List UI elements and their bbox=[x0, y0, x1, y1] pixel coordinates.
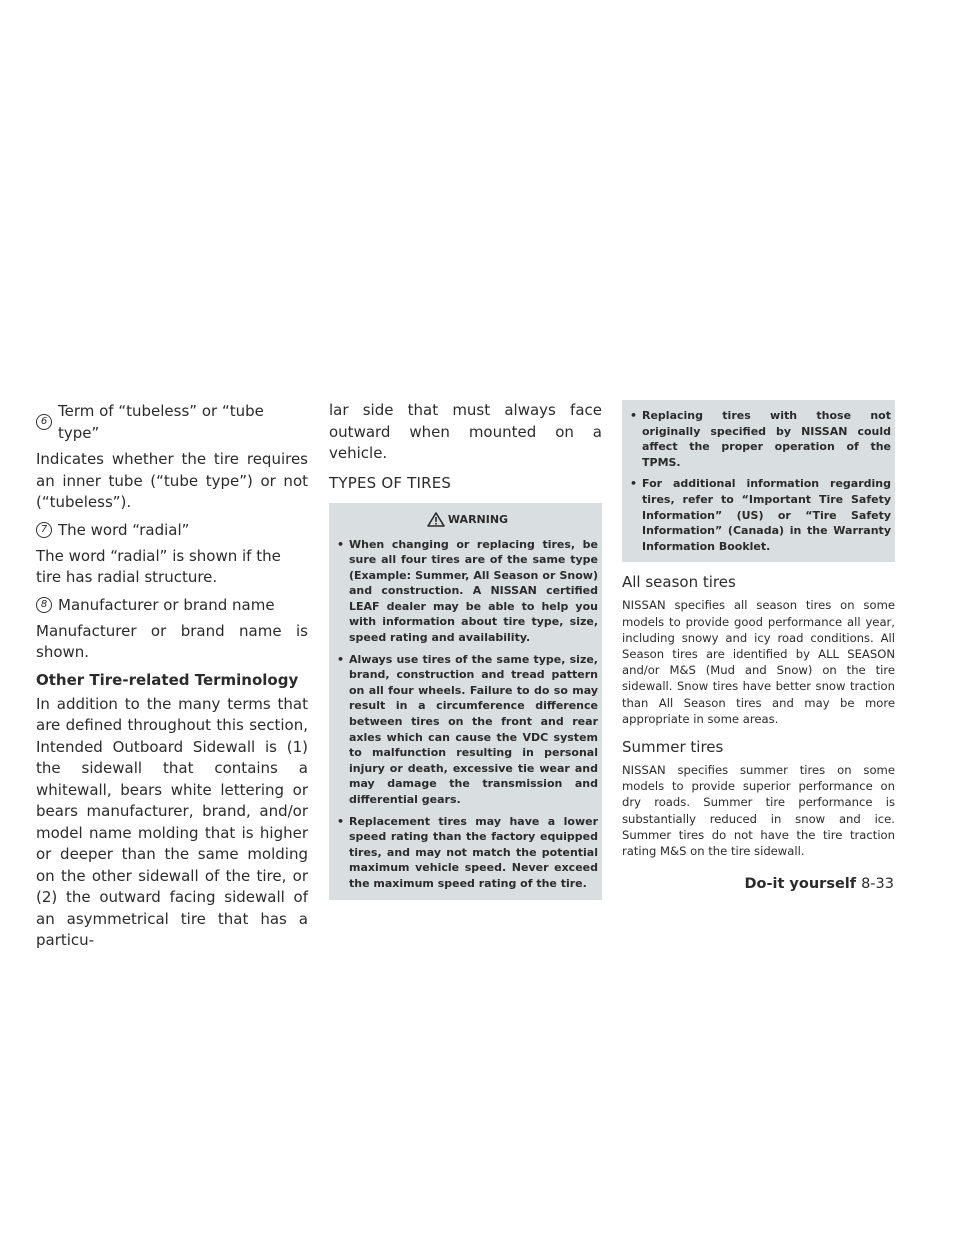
item-8-text: Manufacturer or brand name is shown. bbox=[36, 621, 308, 661]
footer-section-name: Do-it yourself bbox=[744, 876, 857, 892]
warning-item bbox=[630, 476, 891, 554]
item-number-6-icon: 6 bbox=[36, 414, 52, 430]
item-7-text: The word “radial” is shown if the tire has radial structure. bbox=[36, 546, 281, 586]
warning-item-text: Replacement tires may have a lower speed rating than the factory equipped tires, and may not match the potential maximum vehicle speed. Never exceed the maximum speed rating of the tire. bbox=[349, 814, 598, 890]
item-number-8-icon: 8 bbox=[36, 597, 52, 613]
warning-box-continued bbox=[622, 400, 895, 562]
bullet-icon: • bbox=[337, 652, 345, 666]
item-8-heading bbox=[36, 594, 308, 616]
item-7-title: The word “radial” bbox=[58, 520, 190, 539]
item-6-title: Term of “tubeless” or “tube type” bbox=[58, 402, 264, 442]
bullet-icon: • bbox=[630, 409, 638, 422]
warning-list-continued bbox=[630, 408, 891, 554]
page-number: 8-33 bbox=[861, 876, 894, 892]
all-season-text: NISSAN specifies all season tires on some models to provide good performance all year, including snowy and icy road conditions. All Season tires are identified by ALL SEASON and/or M&S (Mud and Snow) on the tire sidewall. Snow tires have better snow traction than All Season tires and may be more appropriate in some areas. bbox=[622, 598, 895, 726]
continued-text: lar side that must always face outward when mounted on a vehicle. bbox=[329, 401, 602, 462]
item-7-heading bbox=[36, 519, 308, 541]
item-8-title: Manufacturer or brand name bbox=[58, 595, 275, 614]
other-terminology-heading: Other Tire-related Terminology bbox=[36, 670, 299, 689]
column-right bbox=[622, 400, 895, 859]
warning-header bbox=[337, 511, 598, 529]
item-6-heading bbox=[36, 400, 308, 444]
bullet-icon: • bbox=[630, 477, 638, 491]
column-middle bbox=[329, 400, 602, 900]
page-footer bbox=[744, 876, 894, 892]
warning-list bbox=[337, 537, 598, 892]
item-number-7-icon: 7 bbox=[36, 522, 52, 538]
warning-triangle-icon bbox=[427, 512, 445, 527]
bullet-icon: • bbox=[337, 814, 345, 828]
column-left bbox=[36, 400, 308, 957]
warning-item bbox=[630, 408, 891, 470]
warning-item-text: Always use tires of the same type, size, brand, construction and tread pattern on all four wheels. Failure to do so may result in a circumference difference between tires on the front and rear axles which can cause the VDC system to malfunction resulting in personal injury or death, excessive tie wear and may damage the transmission and differential gears. bbox=[349, 652, 598, 806]
warning-label: WARNING bbox=[447, 513, 509, 526]
summer-text: NISSAN specifies summer tires on some models to provide superior performance on dry roads. Summer tire performance is substantially reduced in snow and ice. Summer tires do not have the tire traction rating M&S on the tire sidewall. bbox=[622, 762, 895, 858]
summer-heading: Summer tires bbox=[622, 737, 724, 756]
all-season-heading: All season tires bbox=[622, 573, 736, 592]
other-terminology-text: In addition to the many terms that are defined throughout this section, Intended Outboard Sidewall is (1) the sidewall that contains a whitewall, bears white lettering or bears manufacturer, brand, and/or model name molding that is higher or deeper than the same molding on the other sidewall of the tire, or (2) the outward facing sidewall of an asymmetrical tire that has a particu- bbox=[36, 694, 308, 949]
warning-box bbox=[329, 503, 602, 900]
warning-item bbox=[337, 652, 598, 808]
warning-item-text: Replacing tires with those not originally specified by NISSAN could affect the proper operation of the TPMS. bbox=[642, 409, 891, 469]
warning-item-text: When changing or replacing tires, be sure all four tires are of the same type (Example: Summer, All Season or Snow) and construction. A NISSAN certified LEAF dealer may be able to help you with information about tire type, size, speed rating and availability. bbox=[349, 537, 598, 645]
warning-item-text: For additional information regarding tires, refer to “Important Tire Safety Information” (US) or “Tire Safety Information” (Canada) in the Warranty Information Booklet. bbox=[642, 477, 891, 553]
warning-item bbox=[337, 537, 598, 646]
bullet-icon: • bbox=[337, 537, 345, 551]
item-6-text: Indicates whether the tire requires an inner tube (“tube type”) or not (“tubeless”). bbox=[36, 450, 308, 511]
types-of-tires-heading: TYPES OF TIRES bbox=[329, 473, 452, 492]
warning-item bbox=[337, 814, 598, 892]
